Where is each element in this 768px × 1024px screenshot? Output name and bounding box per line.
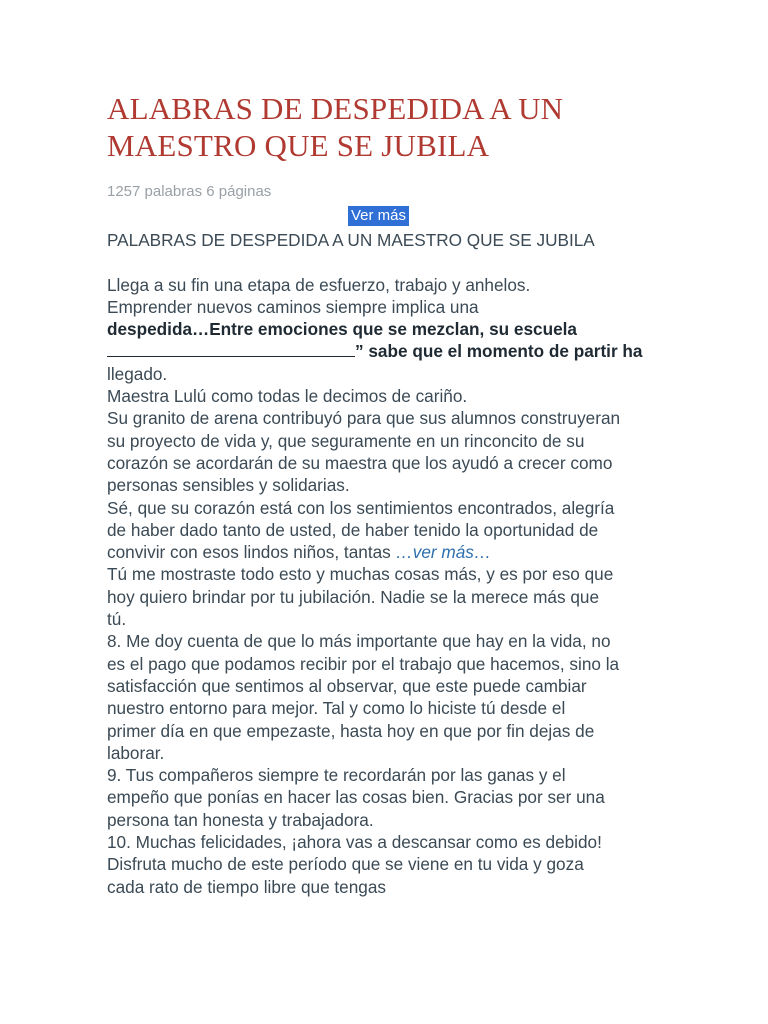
body-line: laborar. [107, 742, 165, 763]
body-line: Tú me mostraste todo esto y muchas cosas más, y es por eso que [107, 564, 614, 585]
blank-line [107, 251, 687, 273]
body-line: Llega a su fin una etapa de esfuerzo, trabajo y anhelos. [107, 274, 531, 295]
ver-mas-button[interactable]: Ver más [348, 206, 409, 226]
document-heading: PALABRAS DE DESPEDIDA A UN MAESTRO QUE SE JUBILA [107, 230, 595, 250]
body-line: empeño que ponías en hacer las cosas bien. Gracias por ser una [107, 787, 605, 808]
ver-mas-link[interactable]: …ver más… [395, 542, 492, 563]
body-line: 8. Me doy cuenta de que lo más importante que hay en la vida, no [107, 631, 611, 652]
body-line: primer día en que empezaste, hasta hoy en que por fin dejas de [107, 720, 595, 741]
body-line: hoy quiero brindar por tu jubilación. Nadie se la merece más que [107, 586, 600, 607]
body-line-text: ” sabe que el momento de partir ha [355, 341, 643, 362]
body-line: es el pago que podamos recibir por el trabajo que hacemos, sino la [107, 653, 620, 674]
body-line-with-blank [107, 340, 687, 362]
body-line: de haber dado tanto de usted, de haber tenido la oportunidad de [107, 519, 599, 540]
body-line: Disfruta mucho de este período que se viene en tu vida y goza [107, 854, 584, 875]
body-line: satisfacción que sentimos al observar, que este puede cambiar [107, 675, 587, 696]
document-meta: 1257 palabras 6 páginas [107, 183, 272, 200]
body-line: llegado. [107, 363, 168, 384]
body-line: personas sensibles y solidarias. [107, 475, 350, 496]
body-line-text: convivir con esos lindos niños, tantas [107, 542, 396, 563]
body-line: cada rato de tiempo libre que tengas [107, 876, 387, 897]
body-line: 9. Tus compañeros siempre te recordarán por las ganas y el [107, 765, 566, 786]
document-body [107, 229, 687, 898]
body-line: tú. [107, 609, 127, 630]
body-line: Su granito de arena contribuyó para que sus alumnos construyeran [107, 408, 621, 429]
body-line: Emprender nuevos caminos siempre implica una [107, 296, 479, 317]
body-line: nuestro entorno para mejor. Tal y como lo hiciste tú desde el [107, 698, 566, 719]
title-line-2: MAESTRO QUE SE JUBILA [107, 128, 490, 163]
body-line: su proyecto de vida y, que seguramente en un rinconcito de su [107, 430, 585, 451]
body-line: persona tan honesta y trabajadora. [107, 809, 374, 830]
body-line-with-link [107, 541, 687, 563]
document-title [107, 90, 727, 164]
body-line: Maestra Lulú como todas le decimos de cariño. [107, 386, 468, 407]
body-line: despedida…Entre emociones que se mezclan, su escuela [107, 319, 577, 340]
title-line-1: ALABRAS DE DESPEDIDA A UN [107, 91, 564, 126]
body-line: corazón se acordarán de su maestra que los ayudó a crecer como [107, 452, 613, 473]
body-line: Sé, que su corazón está con los sentimientos encontrados, alegría [107, 497, 615, 518]
fill-in-blank [107, 342, 355, 357]
body-line: 10. Muchas felicidades, ¡ahora vas a descansar como es debido! [107, 832, 602, 853]
